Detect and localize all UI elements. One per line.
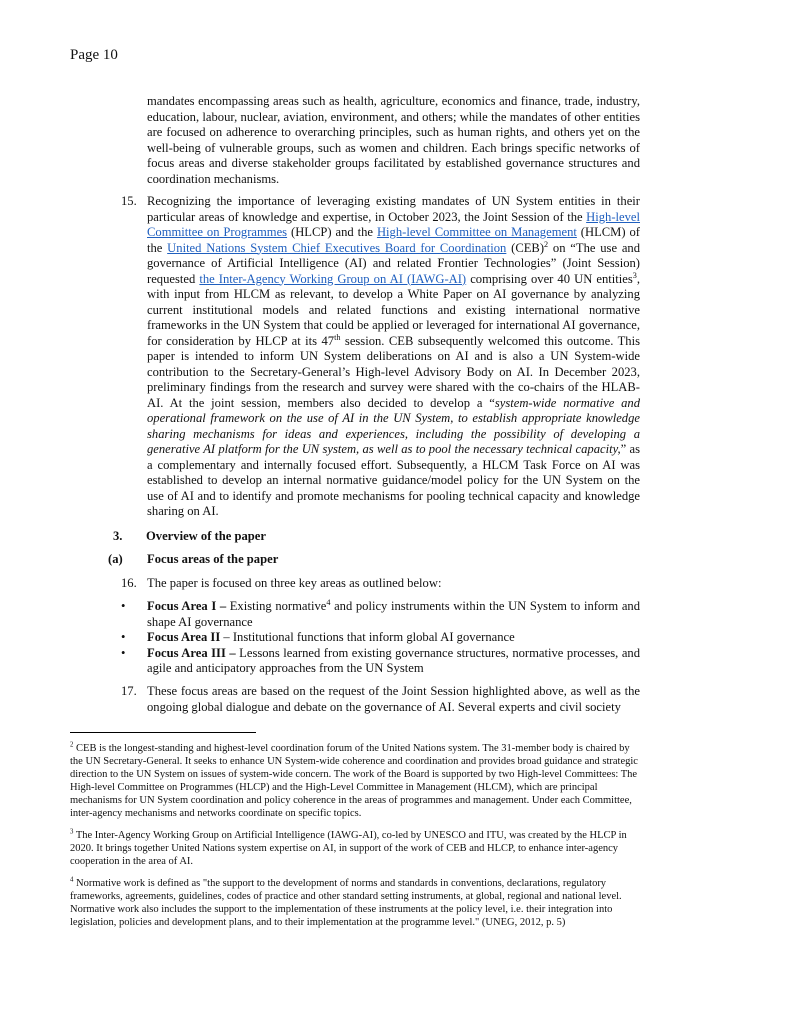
ordinal-suffix: th [334, 332, 341, 342]
footnote-ref-3[interactable]: 3 [632, 270, 637, 280]
paragraph-15-text [147, 194, 640, 520]
text-run: (HLCP) and the [287, 225, 377, 239]
text-run: Existing normative [226, 599, 327, 613]
paragraph-16 [121, 576, 640, 592]
text-run: ” as a complementary and internally focused effort. Subsequently, a HLCM Task Force on AI was established to develop an internal normative guidance/model policy for the UN System on the use of AI and to identify and promote mechanisms for pooling technical capacity and knowledge sharing on AI. [147, 442, 640, 518]
text-run: – Institutional functions that inform global AI governance [220, 630, 515, 644]
text-run: Lessons learned from existing governance structures, normative processes, and agile and anticipatory approaches from the UN System [147, 645, 641, 675]
paragraph-17 [121, 684, 640, 715]
paragraph-16-text: The paper is focused on three key areas as outlined below: [147, 576, 442, 590]
paragraph-number: 16. [121, 576, 137, 590]
footnote-4 [70, 877, 640, 929]
text-run: (CEB) [506, 240, 545, 255]
text-run: session. CEB subsequently welcomed this outcome. This paper is intended to inform UN System deliberations on AI and is also a UN System-wide contribution to the Secretary-General’s High-level Advisory Body on AI. In December 2023, preliminary findings from the research and survey were shared with the co-chairs of the HLAB-AI. At the joint session, members also decided to develop a “ [147, 333, 640, 410]
bullet-icon: • [121, 599, 126, 613]
subsection-title: Focus areas of the paper [147, 552, 279, 566]
footnotes [70, 742, 640, 938]
footnote-number: 4 [70, 876, 74, 884]
footnote-separator [70, 732, 256, 733]
intro-paragraph [147, 94, 640, 187]
footnote-text: The Inter-Agency Working Group on Artificial Intelligence (IAWG-AI), co-led by UNESCO and ITU, was created by the HLCP in 2020. It brings together United Nations system expertise on AI, in support of the work of CEB and HLCP, to enhance inter-agency cooperation in the area of AI. [70, 830, 627, 867]
section-number: 3. [113, 529, 123, 543]
iawg-link[interactable]: the Inter-Agency Working Group on AI (IAWG-AI) [199, 271, 467, 286]
footnote-ref-2[interactable]: 2 [544, 239, 549, 249]
footnote-text: Normative work is defined as "the support to the development of norms and standards in conventions, declarations, regulatory frameworks, agreements, guidelines, codes of practice and other standard setting instruments, at global, regional and national level. Normative work also includes the support to the implementation of these instruments at the policy level, i.e. their integration into legislation, policies and development plans, and to their implementation at the programme level." (UNEG, 2012, p. 5) [70, 878, 622, 928]
focus-area-label: Focus Area III – [147, 645, 236, 660]
footnote-number: 3 [70, 828, 74, 836]
text-run: , with input from HLCM as relevant, to develop a White Paper on AI governance by analyzing current institutional models and related functions and existing international normative frameworks in the UN System that could be applied or leveraged for international AI governance, for consideration by HLCP at its 47 [147, 271, 641, 348]
italic-quote: system-wide normative and operational framework on the use of AI in the UN System, to establish appropriate knowledge sharing mechanisms for ideas and experiences, including the possibility of developing a generative AI platform for the UN system, as well as to pool the necessary technical capacity, [147, 395, 640, 456]
paragraph-number: 15. [121, 194, 137, 208]
subsection-number: (a) [108, 552, 123, 566]
intro-text: mandates encompassing areas such as health, agriculture, economics and finance, trade, industry, education, labour, nuclear, aviation, environment, and others; while the mandates of other entities are focused on adherence to overarching principles, such as human rights, and others yet on the well-being of vulnerable groups, such as women and children. Each brings specific networks of focus areas and diverse stakeholder groups facilitated by established governance structures and coordination mechanisms. [147, 94, 640, 186]
section-heading [113, 529, 266, 544]
footnote-number: 2 [70, 741, 74, 749]
footnote-ref-4[interactable]: 4 [326, 597, 331, 607]
section-title: Overview of the paper [146, 529, 266, 543]
footnote-text: CEB is the longest-standing and highest-level coordination forum of the United Nations system. The 31-member body is chaired by the UN Secretary-General. It seeks to enhance UN System-wide coherence and coordination and provides broad guidance and strategic direction to the UN System on issues of system-wide concern. The work of the Board is supported by two High-level Committees: The High-level Committee on Programmes (HLCP) and the High-Level Committee in Management (HLCM), which are principal mechanisms for UN System coordination and policy coherence in the areas of programmes and management. Under each Committee, inter-agency mechanisms and networks coordinate on specific topics. [70, 743, 638, 819]
paragraph-17-text: These focus areas are based on the request of the Joint Session highlighted above, as well as the ongoing global dialogue and debate on the governance of AI. Several experts and civil society [147, 684, 640, 714]
footnote-2 [70, 742, 640, 820]
paragraph-15 [121, 194, 640, 520]
text-run: Recognizing the importance of leveraging existing mandates of UN System entities in their particular areas of knowledge and expertise, in October 2023, the Joint Session of the [147, 194, 640, 224]
footnote-3 [70, 829, 640, 868]
text-run: and policy instruments within the UN System to inform and shape AI governance [147, 599, 641, 629]
focus-area-label: Focus Area II [147, 630, 221, 644]
text-run: comprising over 40 UN entities [466, 271, 633, 286]
list-item [121, 646, 640, 677]
focus-area-list [121, 599, 640, 677]
list-item [121, 599, 640, 630]
text-run: (HLCM) of the [147, 225, 640, 255]
subsection-heading [108, 552, 279, 567]
bullet-icon: • [121, 645, 126, 660]
bullet-icon: • [121, 630, 126, 644]
list-item [121, 630, 640, 646]
ceb-link[interactable]: United Nations System Chief Executives Board for Coordination [167, 240, 507, 255]
focus-area-label: Focus Area I – [147, 599, 227, 613]
text-run: on “The use and governance of Artificial Intelligence (AI) and related Frontier Technologies” (Joint Session) requested [147, 240, 640, 286]
hlcm-link[interactable]: High-level Committee on Management [376, 225, 577, 239]
page-number: Page 10 [70, 47, 118, 63]
paragraph-number: 17. [121, 684, 137, 698]
hlcp-link[interactable]: High-level Committee on Programmes [147, 209, 640, 239]
